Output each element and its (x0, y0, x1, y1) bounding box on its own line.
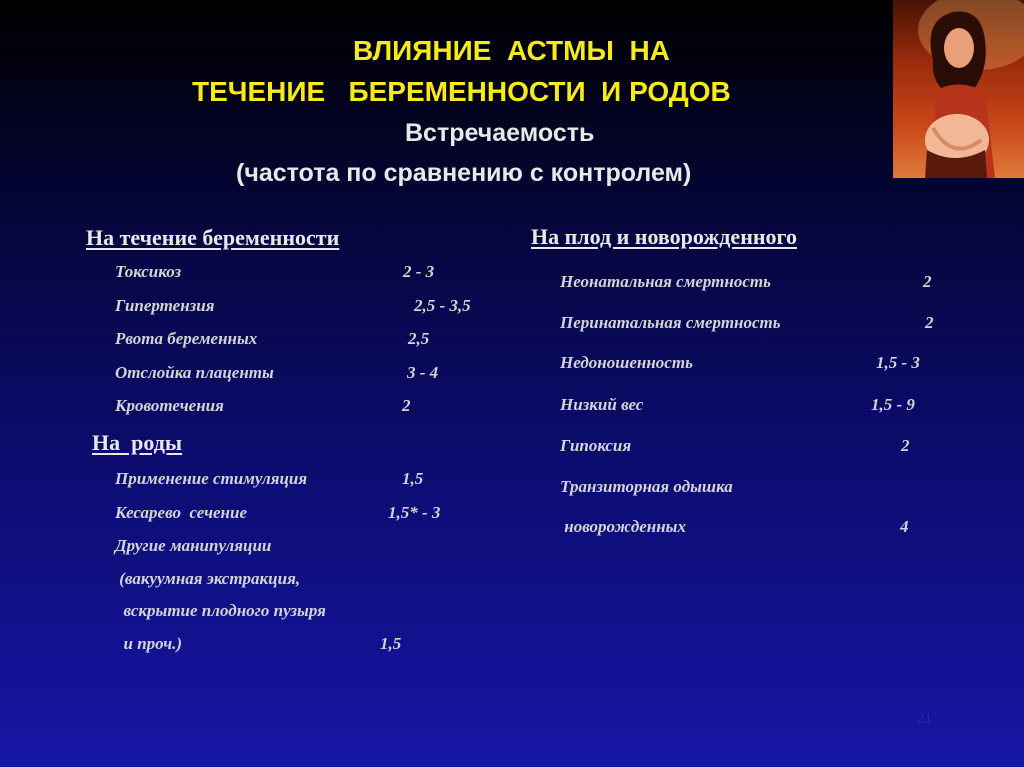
fetus-item-value: 1,5 - 3 (876, 353, 920, 372)
fetus-item-value: 2 (901, 436, 910, 455)
title-line-1: ВЛИЯНИЕ АСТМЫ НА (353, 35, 670, 66)
fetus-item-value: 2 (925, 313, 934, 332)
delivery-item-value: 1,5* - 3 (388, 503, 441, 522)
delivery-item-label: вскрытие плодного пузыря (115, 601, 326, 620)
fetus-item-value: 2 (923, 272, 932, 291)
delivery-heading: На роды (92, 430, 183, 455)
fetus-item-label: Низкий вес (560, 395, 644, 414)
pregnancy-item-label: Рвота беременных (115, 329, 258, 348)
delivery-item-label: Применение стимуляция (115, 469, 308, 488)
page-number: 21 (917, 711, 932, 727)
pregnancy-item-value: 2,5 - 3,5 (414, 296, 471, 315)
pregnancy-item-label: Гипертензия (115, 296, 215, 315)
delivery-item-value: 1,5 (402, 469, 424, 488)
pregnancy-item-value: 2 - 3 (403, 262, 435, 281)
pregnancy-item-value: 3 - 4 (407, 363, 439, 382)
delivery-item-label: и проч.) (115, 634, 183, 653)
pregnancy-heading: На течение беременности (86, 225, 340, 250)
delivery-item-value: 1,5 (380, 634, 402, 653)
pregnancy-item-label: Токсикоз (115, 262, 182, 281)
delivery-item-label: Кесарево сечение (115, 503, 247, 522)
fetus-item-label: Транзиторная одышка (560, 477, 733, 496)
fetus-item-label: Перинатальная смертность (560, 313, 781, 332)
title-line-2: ТЕЧЕНИЕ БЕРЕМЕННОСТИ И РОДОВ (192, 76, 731, 107)
pregnant-woman-photo (893, 0, 1024, 178)
fetus-item-value: 4 (900, 517, 909, 536)
pregnancy-item-value: 2 (402, 396, 411, 415)
pregnant-woman-icon (893, 0, 1024, 178)
fetus-item-label: Недоношенность (560, 353, 693, 372)
pregnancy-item-label: Кровотечения (115, 396, 224, 415)
fetus-heading: На плод и новорожденного (531, 224, 797, 249)
subtitle-line-2: (частота по сравнению с контролем) (236, 159, 692, 187)
pregnancy-item-value: 2,5 (408, 329, 430, 348)
fetus-item-value: 1,5 - 9 (871, 395, 915, 414)
delivery-item-label: Другие манипуляции (115, 536, 272, 555)
subtitle-line-1: Встречаемость (405, 119, 595, 147)
delivery-item-label: (вакуумная экстракция, (115, 569, 301, 588)
fetus-item-label: новорожденных (560, 517, 686, 536)
pregnancy-item-label: Отслойка плаценты (115, 363, 274, 382)
fetus-item-label: Неонатальная смертность (560, 272, 771, 291)
fetus-item-label: Гипоксия (560, 436, 632, 455)
